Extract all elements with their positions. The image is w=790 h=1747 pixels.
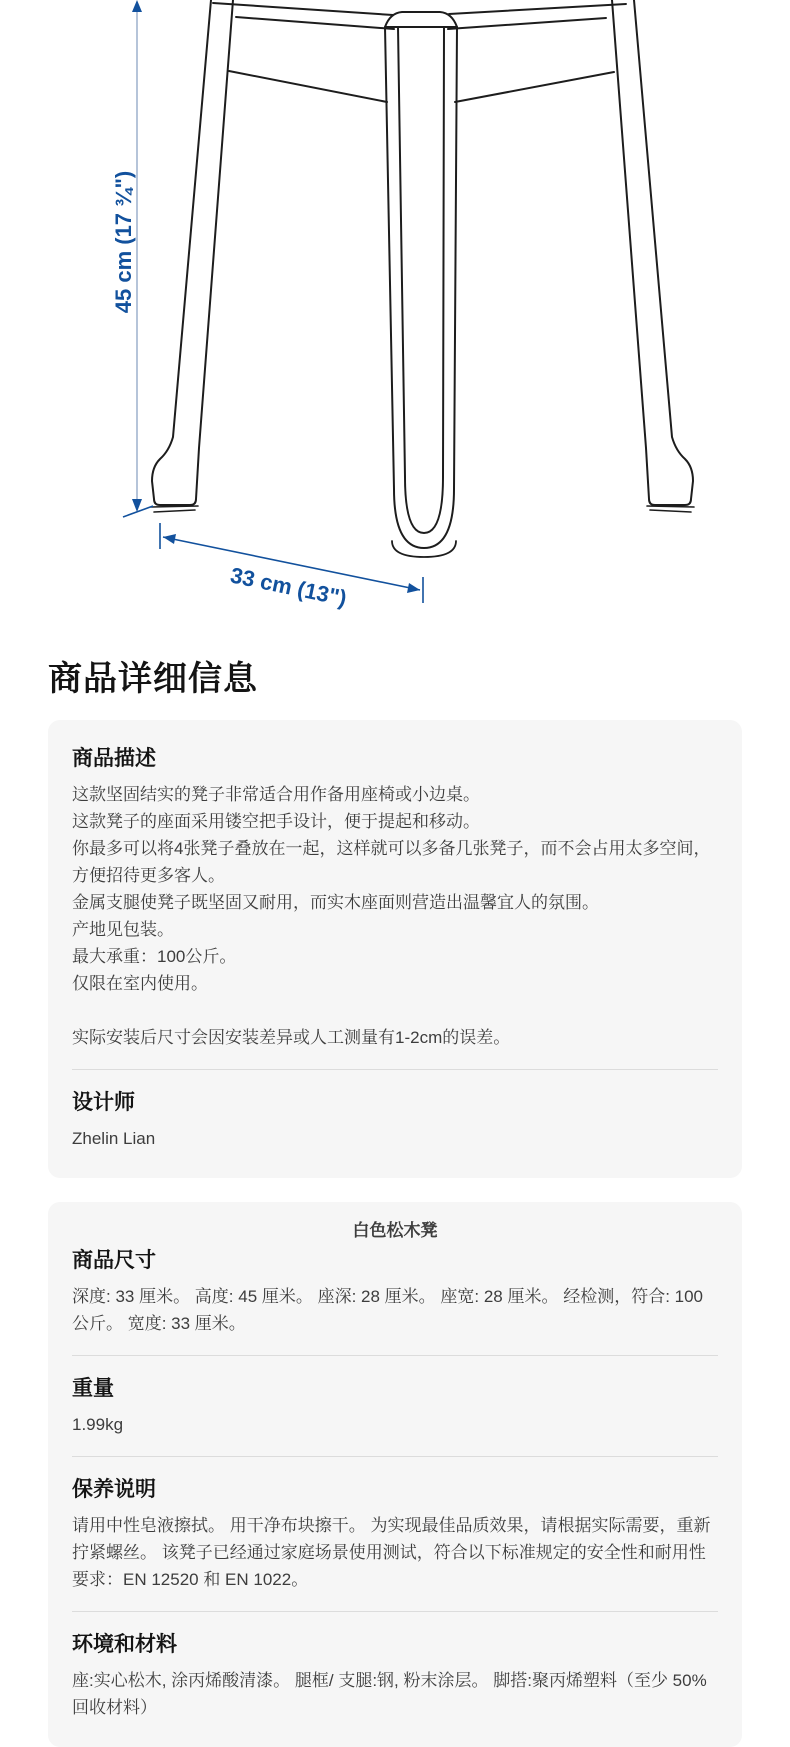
care-title: 保养说明 [72,1478,156,1501]
description-paragraph: 最大承重：100公斤。 [72,947,237,966]
stool-corner-cap [385,12,457,27]
product-dimension-diagram [0,0,790,625]
height-dimension-label: 45 cm (17 ¾") [111,170,136,314]
stool-apron [236,17,394,29]
divider [72,1611,718,1612]
designer-title: 设计师 [72,1091,135,1114]
specs-card [48,1202,742,1747]
weight-title: 重量 [72,1377,114,1400]
arrow-left-icon [163,534,176,544]
product-details-section [0,651,790,1747]
description-paragraph: 这款凳子的座面采用镂空把手设计，便于提起和移动。 [72,812,480,831]
designer-name: Zhelin Lian [72,1129,156,1148]
stool-seat-edge [213,3,393,15]
divider [72,1456,718,1457]
materials-title: 环境和材料 [72,1633,177,1656]
arrow-up-icon [132,0,142,12]
stool-front-leg [385,27,457,548]
description-paragraph: 产地见包装。 [72,920,174,939]
tolerance-note: 实际安装后尺寸会因安装差异或人工测量有1-2cm的误差。 [72,1028,511,1047]
description-paragraph: 仅限在室内使用。 [72,974,208,993]
width-dimension-label: 33 cm (13") [228,562,349,611]
description-card [48,720,742,1178]
divider [72,1069,718,1070]
divider [72,1355,718,1356]
product-name: 白色松木凳 [352,1221,438,1240]
arrow-right-icon [407,583,420,593]
width-dimension [160,523,423,611]
description-title: 商品描述 [72,747,156,770]
height-dimension [111,0,153,517]
dimensions-title: 商品尺寸 [72,1249,156,1272]
description-paragraph: 金属支腿使凳子既坚固又耐用，而实木座面则营造出温馨宜人的氛围。 [72,893,599,912]
care-text: 请用中性皂液擦拭。 用干净布块擦干。 为实现最佳品质效果，请根据实际需要，重新拧紧螺丝。 该凳子已经通过家庭场景使用测试，符合以下标准规定的安全性和耐用性要求：EN 12520 和 EN 1022。 [72,1516,711,1589]
page-title: 商品详细信息 [48,660,258,698]
description-paragraph: 你最多可以将4张凳子叠放在一起，这样就可以多备几张凳子，而不会占用太多空间，方便招待更多客人。 [72,839,711,885]
materials-text: 座:实心松木, 涂丙烯酸清漆。 腿框/ 支腿:钢, 粉末涂层。 脚搭:聚丙烯塑料（至少 50%回收材料） [72,1671,707,1717]
stool-line-drawing [151,0,694,557]
dimensions-text: 深度: 33 厘米。 高度: 45 厘米。 座深: 28 厘米。 座宽: 28 厘米。 经检测，符合: 100 公斤。 宽度: 33 厘米。 [72,1287,704,1333]
stool-right-leg [612,0,693,505]
stool-left-leg [152,0,233,505]
weight-value: 1.99kg [72,1415,124,1434]
description-paragraph: 这款坚固结实的凳子非常适合用作备用座椅或小边桌。 [72,785,480,804]
